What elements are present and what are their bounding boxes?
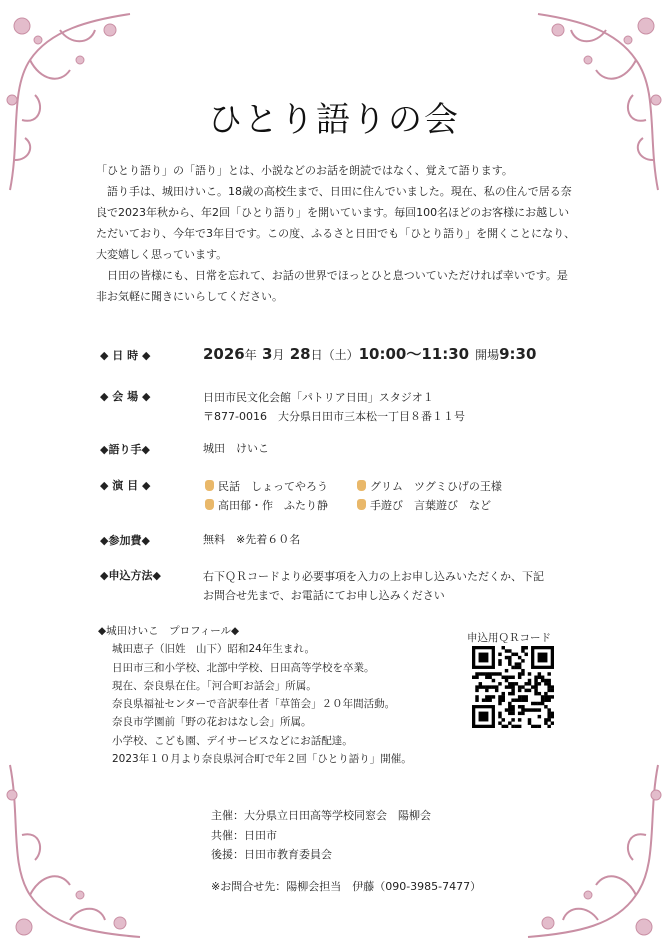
- profile-line: 2023年１０月より奈良県河合町で年２回「ひとり語り」開催。: [112, 753, 412, 766]
- program-item: 手遊び 言葉遊び など: [370, 499, 491, 512]
- intro-text: [96, 160, 576, 307]
- hand-icon: [357, 499, 366, 510]
- intro-paragraph: 語り手は、城田けいこ。18歳の高校生まで、日田に住んでいました。現在、私の住んで居る奈良で2023年秋から、年2回「ひとり語り」を開いています。毎回100名ほどのお客様にお越しいただいており、今年で3年目です。この度、ふるさと日田でも「ひとり語り」を開くことになり、大変嬉しく思っています。: [96, 185, 576, 261]
- qr-code[interactable]: [472, 646, 554, 728]
- profile-line: 奈良県福祉センターで音訳奉仕者「草笛会」２０年間活動。: [112, 698, 396, 711]
- venue-name: 日田市民文化会館「パトリア日田」スタジオ１: [203, 391, 434, 404]
- page-title: ひとり語りの会: [208, 100, 460, 140]
- qr-code-image: [472, 646, 554, 728]
- profile-line: 現在、奈良県在住。「河合町お話会」所属。: [112, 679, 317, 692]
- intro-paragraph: 「ひとり語り」の「語り」とは、小説などのお話を朗読ではなく、覚えて語ります。: [96, 164, 513, 177]
- program-label: ◆ 演 目 ◆: [100, 479, 151, 492]
- hand-icon: [205, 499, 214, 510]
- intro-paragraph: 日田の皆様にも、日常を忘れて、お話の世界でほっとひと息ついていただければ幸いです。是非お気軽に聞きにいらしてください。: [96, 269, 568, 303]
- event-day: 28: [289, 345, 311, 363]
- event-month: 3: [262, 345, 273, 363]
- support: 後援：日田市教育委員会: [211, 848, 332, 861]
- year-unit: 年: [244, 348, 257, 362]
- open-time: 9:30: [499, 345, 537, 363]
- program-item: 民話 しょってやろう: [218, 480, 328, 493]
- fee-label: ◆参加費◆: [100, 534, 150, 547]
- contact-info: ※お問合せ先：陽柳会担当 伊藤（090-3985-7477）: [211, 880, 482, 893]
- qr-label: 申込用ＱＲコード: [467, 632, 551, 644]
- apply-line: お問合せ先まで、お電話にてお申し込みください: [203, 589, 445, 602]
- apply-value: [203, 567, 583, 605]
- hand-icon: [205, 480, 214, 491]
- profile-line: 奈良市学園前「野の花おはなし会」所属。: [112, 716, 312, 729]
- hand-icon: [357, 480, 366, 491]
- venue-address: 〒877-0016 大分県日田市三本松一丁目８番１１号: [203, 410, 465, 423]
- event-time: 10:00～11:30: [358, 345, 470, 363]
- profile-line: 日田市三和小学校、北部中学校、日田高等学校を卒業。: [112, 661, 375, 674]
- cosponsor: 共催：日田市: [211, 828, 277, 842]
- apply-line: 右下ＱＲコードより必要事項を入力の上お申し込みいただくか、下記: [203, 570, 544, 583]
- ornament-bottom-left: [0, 755, 150, 945]
- program-value: [203, 477, 583, 515]
- datetime-value: [203, 345, 583, 365]
- month-unit: 月: [272, 348, 285, 362]
- fee-value: 無料 ※先着６０名: [203, 533, 301, 546]
- footer-credits: [211, 806, 431, 865]
- profile-line: 城田恵子（旧姓 山下）昭和24年生まれ。: [112, 643, 315, 656]
- event-weekday: （土）: [322, 348, 359, 362]
- open-label: 開場: [475, 348, 500, 362]
- venue-label: ◆ 会 場 ◆: [100, 390, 151, 403]
- organizer: 主催：大分県立日田高等学校同窓会 陽柳会: [211, 809, 431, 822]
- day-unit: 日: [310, 348, 323, 362]
- profile-heading: ◆城田けいこ プロフィール◆: [98, 625, 240, 637]
- narrator-value: 城田 けいこ: [203, 442, 269, 455]
- narrator-label: ◆語り手◆: [100, 443, 150, 456]
- profile-section: [98, 622, 458, 768]
- datetime-label: ◆ 日 時 ◆: [100, 349, 151, 362]
- ornament-bottom-right: [518, 755, 668, 945]
- event-year: 2026: [203, 345, 245, 363]
- profile-line: 小学校、こども園、デイサービスなどにお話配達。: [112, 734, 353, 747]
- venue-value: [203, 388, 583, 426]
- program-item: グリム ツグミひげの王様: [370, 480, 502, 493]
- apply-label: ◆申込方法◆: [100, 569, 161, 582]
- program-item: 高田郁・作 ふたり静: [218, 499, 328, 512]
